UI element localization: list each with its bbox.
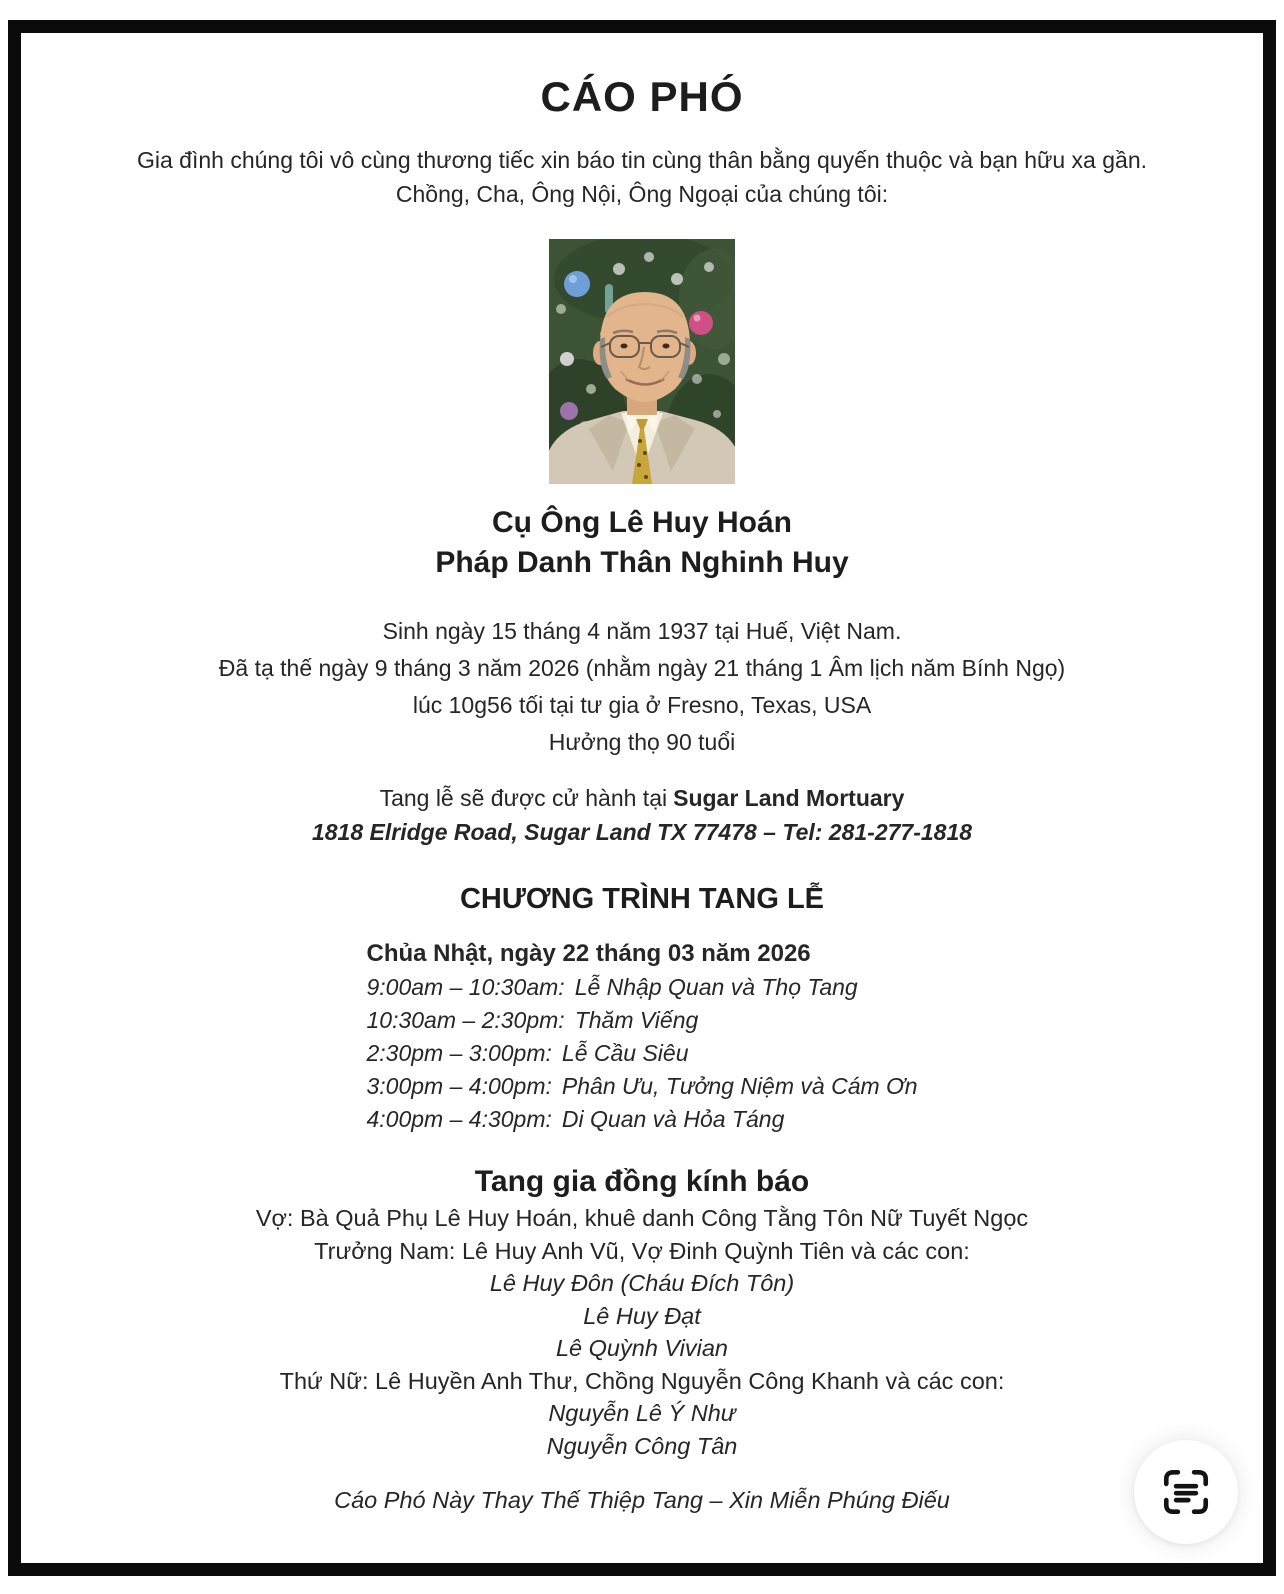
schedule-item: [367, 1037, 918, 1070]
portrait-illustration: [549, 239, 735, 484]
schedule-time: 2:30pm – 3:00pm:: [366, 1040, 552, 1066]
intro-line-2: Chồng, Cha, Ông Nội, Ông Ngoại của chúng tôi:: [395, 181, 889, 207]
schedule-event: Lễ Nhập Quan và Thọ Tang: [574, 974, 858, 1000]
family-line-grandchild: Lê Huy Đôn (Cháu Đích Tôn): [489, 1270, 795, 1296]
page-title: CÁO PHÓ: [540, 73, 744, 120]
venue-address: 1818 Elridge Road, Sugar Land TX 77478 – Tel: 281-277-1818: [311, 819, 973, 845]
family-line-grandchild: Nguyễn Lê Ý Như: [548, 1400, 736, 1426]
deceased-name: Cụ Ông Lê Huy Hoán: [492, 506, 792, 539]
family-line-daughter: Thứ Nữ: Lê Huyền Anh Thư, Chồng Nguyễn Công Khanh và các con:: [279, 1367, 1005, 1394]
schedule-time: 9:00am – 10:30am:: [366, 974, 565, 1000]
intro-paragraph: [21, 143, 1263, 211]
obituary-document: [21, 33, 1263, 1563]
schedule-event: Phân Ưu, Tưởng Niệm và Cám Ơn: [561, 1073, 918, 1099]
vitals-block: [21, 613, 1263, 761]
program-date: Chủa Nhật, ngày 22 tháng 03 năm 2026: [366, 940, 811, 967]
family-line-eldest-son: Trưởng Nam: Lê Huy Anh Vũ, Vợ Đinh Quỳnh Tiên và các con:: [314, 1237, 970, 1264]
venue-name: Sugar Land Mortuary: [673, 785, 905, 811]
scan-text-button[interactable]: [1134, 1440, 1238, 1544]
family-line-grandchild: Lê Huy Đạt: [583, 1302, 701, 1329]
schedule-time: 4:00pm – 4:30pm:: [366, 1106, 552, 1132]
death-line-1: Đã tạ thế ngày 9 tháng 3 năm 2026 (nhằm ngày 21 tháng 1 Âm lịch năm Bính Ngọ): [218, 655, 1066, 681]
schedule-event: Lễ Cầu Siêu: [561, 1040, 689, 1066]
venue-line: [21, 781, 1263, 815]
schedule-time: 3:00pm – 4:00pm:: [366, 1073, 552, 1099]
deceased-dharma-name: Pháp Danh Thân Nghinh Huy: [435, 546, 849, 579]
schedule-item: [367, 1103, 918, 1136]
intro-line-1: Gia đình chúng tôi vô cùng thương tiếc xin báo tin cùng thân bằng quyến thuộc và bạn hữu xa gần.: [136, 147, 1148, 173]
schedule-event: Di Quan và Hỏa Táng: [561, 1106, 785, 1132]
birth-line: Sinh ngày 15 tháng 4 năm 1937 tại Huế, Việt Nam.: [382, 618, 902, 644]
age-line: Hưởng thọ 90 tuổi: [548, 729, 736, 755]
document-border-frame: [8, 20, 1276, 1576]
family-line-wife: Vợ: Bà Quả Phụ Lê Huy Hoán, khuê danh Công Tằng Tôn Nữ Tuyết Ngọc: [255, 1205, 1029, 1231]
schedule-item: [367, 1070, 918, 1103]
schedule-item: [367, 1004, 918, 1037]
venue-prefix: Tang lễ sẽ được cử hành tại: [379, 785, 668, 811]
deceased-name-block: [21, 503, 1263, 583]
family-list: [21, 1202, 1263, 1462]
family-line-grandchild: Nguyễn Công Tân: [546, 1432, 738, 1459]
family-line-grandchild: Lê Quỳnh Vivian: [555, 1335, 729, 1361]
scan-text-icon: [1157, 1463, 1215, 1521]
family-heading: Tang gia đồng kính báo: [474, 1165, 810, 1198]
program-heading: CHƯƠNG TRÌNH TANG LỄ: [459, 883, 824, 915]
schedule-event: Thăm Viếng: [574, 1007, 699, 1033]
schedule-item: [367, 971, 918, 1004]
death-line-2: lúc 10g56 tối tại tư gia ở Fresno, Texas, USA: [412, 692, 872, 718]
footer-notice: Cáo Phó Này Thay Thế Thiệp Tang – Xin Miễn Phúng Điếu: [334, 1487, 950, 1513]
program-schedule: [367, 937, 918, 1136]
venue-block: [21, 781, 1263, 849]
schedule-time: 10:30am – 2:30pm:: [366, 1007, 565, 1033]
portrait-photo: [549, 239, 735, 484]
